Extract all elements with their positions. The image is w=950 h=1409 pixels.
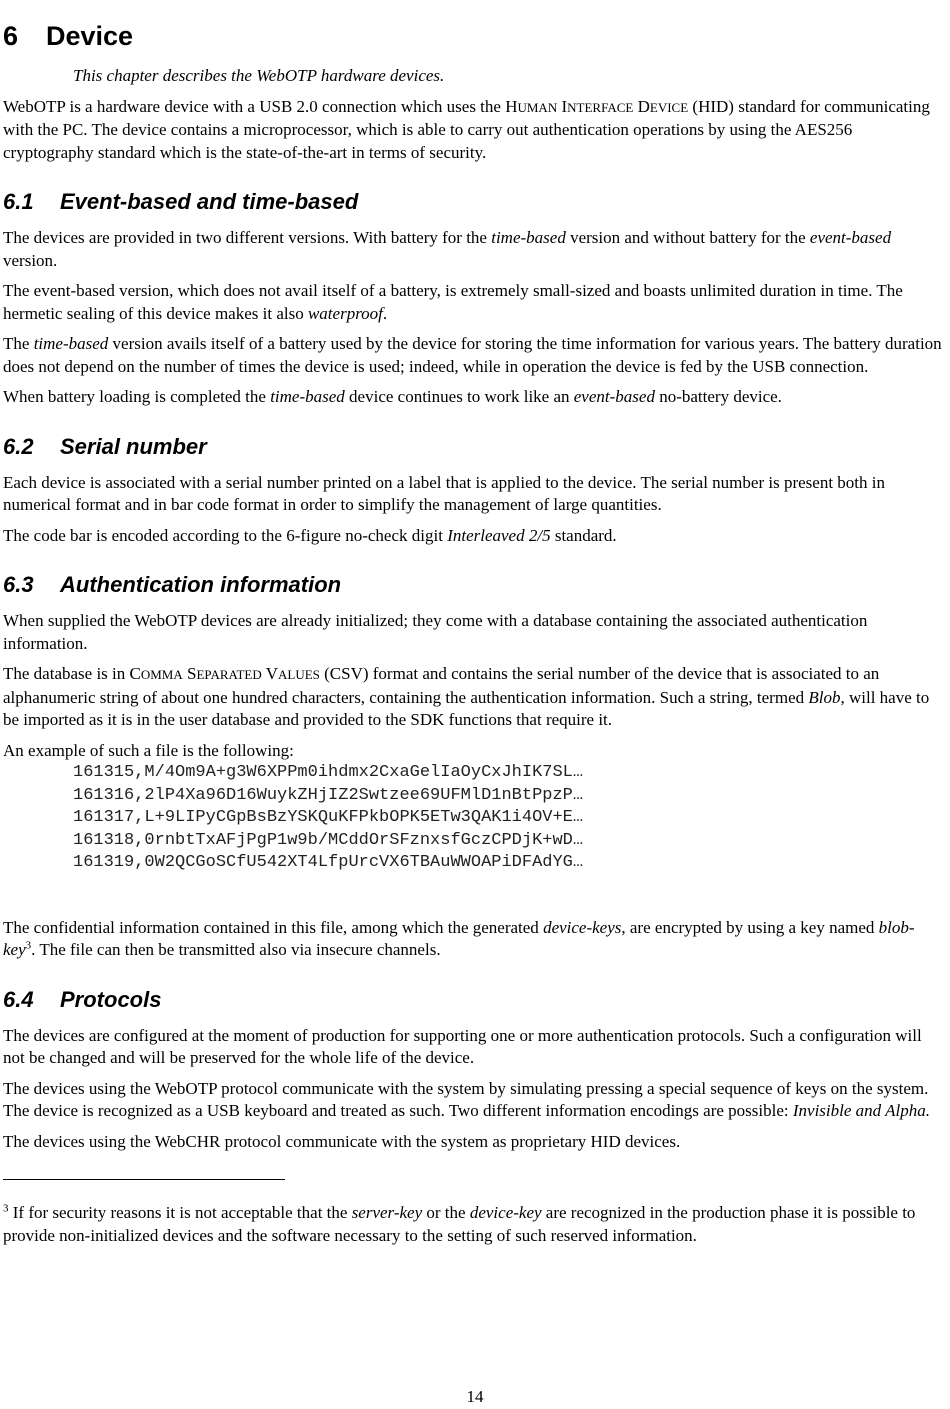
section-heading-6-2: [3, 434, 943, 460]
paragraph: The devices are provided in two different versions. With battery for the time-based version and without battery for the event-based version.: [3, 228, 892, 270]
paragraph: When supplied the WebOTP devices are already initialized; they come with a database containing the associated authentication information.: [3, 611, 868, 653]
section-number: 6.1: [3, 189, 34, 214]
chapter-number: 6: [3, 21, 19, 51]
section-number: 6.2: [3, 433, 34, 459]
footnote-mark: 3: [3, 1202, 9, 1215]
chapter-intro: WebOTP is a hardware device with a USB 2.0 connection which uses the HUMAN INTERFACE DEVICE (HID) standard for communicating with the PC. The device contains a microprocessor, which is able to carry out authentication operations by using the AES256 cryptography standard which is the state-of-the-art in terms of security.: [3, 96, 930, 162]
code-line: 161316,2lP4Xa96D16WuykZHjIZ2Swtzee69UFMlD1nBtPpzP…: [73, 785, 584, 805]
footnote-divider: [3, 1179, 285, 1180]
section-heading-6-3: [3, 572, 943, 598]
paragraph: The devices using the WebCHR protocol communicate with the system as proprietary HID devices.: [3, 1131, 681, 1151]
section-number: 6.4: [3, 986, 34, 1012]
paragraph: An example of such a file is the following:: [3, 740, 294, 760]
chapter-heading: [3, 20, 943, 52]
section-heading-6-1: [3, 189, 943, 215]
code-line: 161319,0W2QCGoSCfU542XT4LfpUrcVX6TBAuWWOAPiDFAdYG…: [73, 853, 584, 872]
paragraph: The time-based version avails itself of a battery used by the device for storing the time information for various years. The battery duration does not depend on the number of times the device is used; indeed, while in operation the device is fed by the USB connection.: [3, 334, 942, 376]
section-title: Serial number: [60, 433, 207, 459]
code-line: 161315,M/4Om9A+g3W6XPPm0ihdmx2CxaGelIaOyCxJhIK7SL…: [73, 763, 584, 782]
paragraph: The database is in COMMA SEPARATED VALUES (CSV) format and contains the serial number of the device that is associated to an alphanumeric string of about one hundred characters, containing the authentication information. Such a string, termed Blob, will have to be imported as it is in the user database and provided to the SDK functions that require it.: [3, 664, 930, 729]
paragraph: Each device is associated with a serial number printed on a label that is applied to the device. The serial number is present both in numerical format and in bar code format in order to simplify the management of large quantities.: [3, 472, 885, 514]
page: [3, 0, 943, 1247]
paragraph: The code bar is encoded according to the 6-figure no-check digit Interleaved 2/5 standard.: [3, 525, 617, 545]
section-title: Authentication information: [60, 572, 342, 597]
footnote-ref[interactable]: 3: [25, 939, 32, 952]
csv-example: [73, 762, 943, 875]
section-title: Event-based and time-based: [60, 189, 359, 214]
paragraph: The event-based version, which does not avail itself of a battery, is extremely small-sized and boasts unlimited duration in time. The hermetic sealing of this device makes it also waterproof.: [3, 281, 903, 323]
chapter-abstract: This chapter describes the WebOTP hardware devices.: [73, 66, 445, 85]
paragraph: The confidential information contained in this file, among which the generated device-keys, are encrypted by using a key named blob-key$^3$. The file can then be transmitted also via insecure channels.: [3, 917, 915, 959]
page-number: 14: [466, 1387, 484, 1406]
code-line: 161318,0rnbtTxAFjPgP1w9b/MCddOrSFznxsfGczCPDjK+wD…: [73, 830, 584, 850]
section-number: 6.3: [3, 572, 34, 597]
chapter-title: Device: [46, 21, 134, 51]
footnote: $^3$ If for security reasons it is not acceptable that the server-key or the device-key are recognized in the production phase it is possible to provide non-initialized devices and the software necessary to the setting of such reserved information.: [3, 1202, 916, 1245]
paragraph: The devices are configured at the moment of production for supporting one or more authentication protocols. Such a configuration will not be changed and will be preserved for the whole life of the device.: [3, 1025, 922, 1067]
paragraph: The devices using the WebOTP protocol communicate with the system by simulating pressing a special sequence of keys on the system. The device is recognized as a USB keyboard and treated as such. Two different information encodings are possible: Invisible and Alpha.: [3, 1078, 930, 1120]
paragraph: When battery loading is completed the time-based device continues to work like an event-based no-battery device.: [3, 387, 782, 406]
code-line: 161317,L+9LIPyCGpBsBzYSKQuKFPkbOPK5ETw3QAK1i4OV+E…: [73, 808, 584, 827]
section-title: Protocols: [60, 986, 162, 1012]
section-heading-6-4: [3, 987, 943, 1013]
